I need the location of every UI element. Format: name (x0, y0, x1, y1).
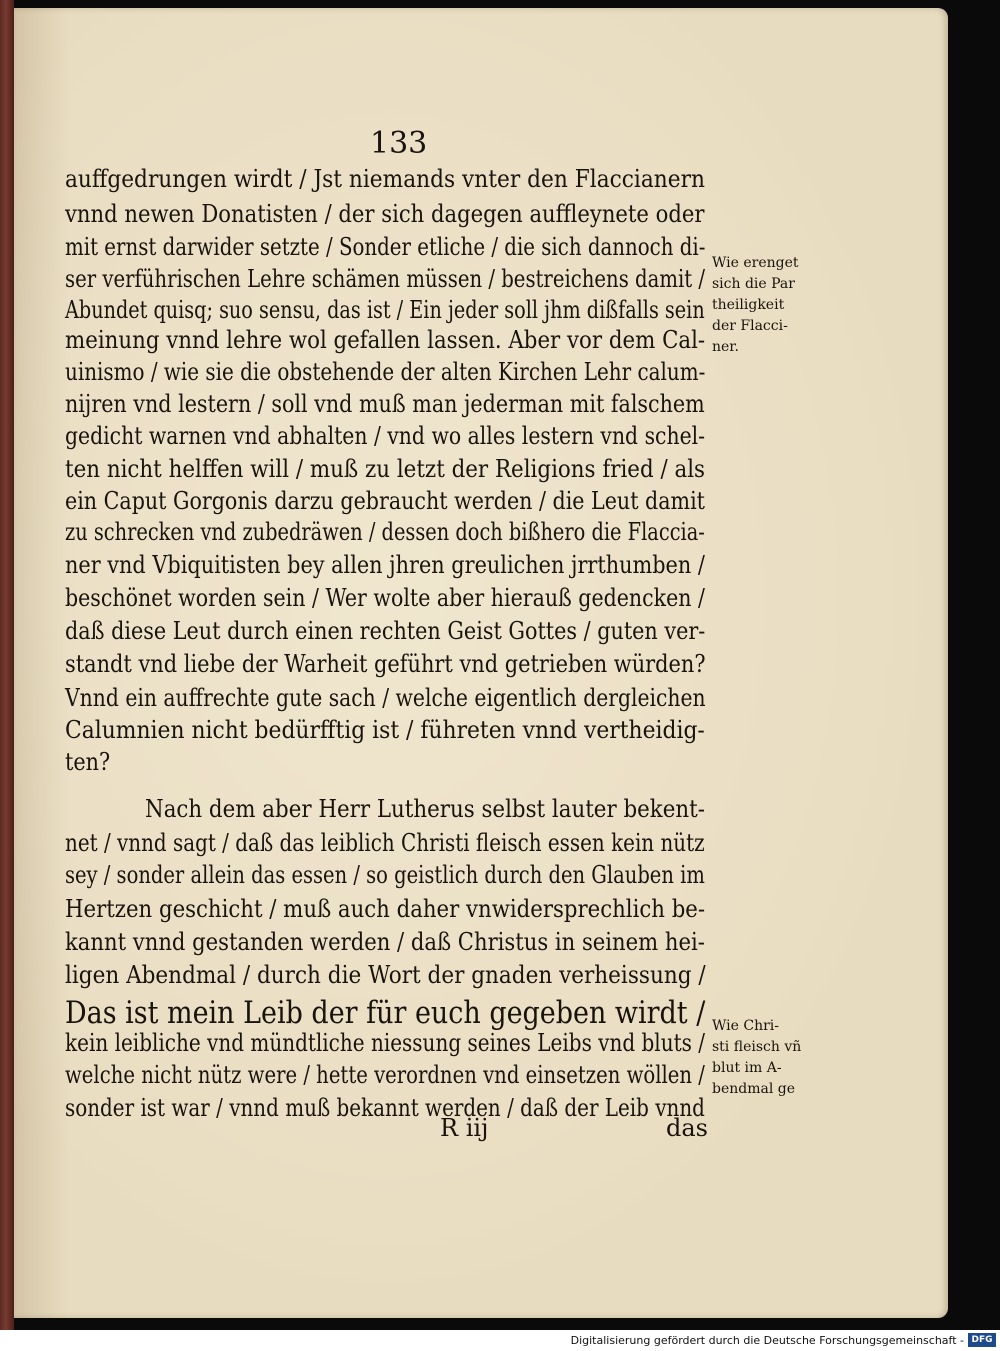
margin-note-line: ner. (712, 339, 739, 355)
margin-note-line: der Flacci- (712, 318, 788, 334)
text-line: ten? (65, 748, 111, 776)
margin-note-line: sti fleisch vñ (712, 1039, 802, 1055)
page-number: 133 (370, 126, 428, 161)
text-line: meinung vnnd lehre wol gefallen lassen. Aber vor dem Cal- (65, 326, 706, 354)
margin-note-line: Wie erenget (712, 255, 799, 271)
text-line: nijren vnd lestern / soll vnd muß man jederman mit falschem (65, 390, 705, 418)
text-line: gedicht warnen vnd abhalten / vnd wo alles lestern vnd schel- (65, 422, 706, 450)
text-line: Vnnd ein auffrechte gute sach / welche eigentlich dergleichen (65, 684, 706, 712)
margin-note-line: bendmal ge (712, 1081, 796, 1097)
text-line: sonder ist war / vnnd muß bekannt werden / daß der Leib vnnd (65, 1094, 705, 1122)
text-line: Nach dem aber Herr Lutherus selbst lauter bekent- (145, 795, 705, 823)
margin-note-line: Wie Chri- (712, 1018, 779, 1034)
text-line: standt vnd liebe der Warheit geführt vnd getrieben würden? (65, 650, 706, 678)
text-line: beschönet worden sein / Wer wolte aber hierauß gedencken / (65, 584, 705, 612)
text-line: ner vnd Vbiquitisten bey allen jhren greulichen jrrthumben / (65, 551, 705, 579)
margin-note-line: theiligkeit (712, 297, 785, 313)
text-line: zu schrecken vnd zubedräwen / dessen doch bißhero die Flaccia- (65, 518, 705, 546)
text-line: ser verführischen Lehre schämen müssen / bestreichens damit / (65, 265, 706, 293)
text-line: ligen Abendmal / durch die Wort der gnaden verheissung / (65, 961, 706, 989)
text-line: welche nicht nütz were / hette verordnen vnd einsetzen wöllen / (65, 1061, 705, 1089)
text-line: auffgedrungen wirdt / Jst niemands vnter den Flaccianern (65, 165, 705, 193)
signature-mark: R iij (440, 1114, 489, 1142)
dfg-logo: DFG (968, 1333, 996, 1347)
text-line: Calumnien nicht bedürfftig ist / führeten vnnd vertheidig- (65, 716, 705, 744)
text-line: uinismo / wie sie die obstehende der alten Kirchen Lehr calum- (65, 358, 706, 386)
text-line: mit ernst darwider setzte / Sonder etliche / die sich dannoch di- (65, 233, 706, 261)
text-line: daß diese Leut durch einen rechten Geist Gottes / guten ver- (65, 617, 706, 645)
text-line: net / vnnd sagt / daß das leiblich Christi fleisch essen kein nütz (65, 829, 705, 857)
text-line: sey / sonder allein das essen / so geistlich durch den Glauben im (65, 861, 705, 889)
text-line: ein Caput Gorgonis darzu gebraucht werden / die Leut damit (65, 487, 705, 515)
text-line: kannt vnnd gestanden werden / daß Christus in seinem hei- (65, 928, 705, 956)
book-binding-edge (0, 0, 14, 1330)
text-line: kein leibliche vnd mündtliche niessung seines Leibs vnd bluts / (65, 1029, 705, 1057)
text-line: Das ist mein Leib der für euch gegeben wirdt / (65, 995, 706, 1031)
margin-note-line: blut im A- (712, 1060, 782, 1076)
margin-note-line: sich die Par (712, 276, 795, 292)
text-line: vnnd newen Donatisten / der sich dagegen auffleynete oder (65, 200, 705, 228)
text-line: Hertzen geschicht / muß auch daher vnwidersprechlich be- (65, 895, 706, 923)
footer-credit: Digitalisierung gefördert durch die Deutsche Forschungsgemeinschaft - (570, 1334, 964, 1347)
text-line: ten nicht helffen will / muß zu letzt der Religions fried / als (65, 455, 706, 483)
catchword: das (666, 1114, 708, 1142)
text-line: Abundet quisq; suo sensu, das ist / Ein jeder soll jhm dißfalls sein (65, 296, 705, 324)
